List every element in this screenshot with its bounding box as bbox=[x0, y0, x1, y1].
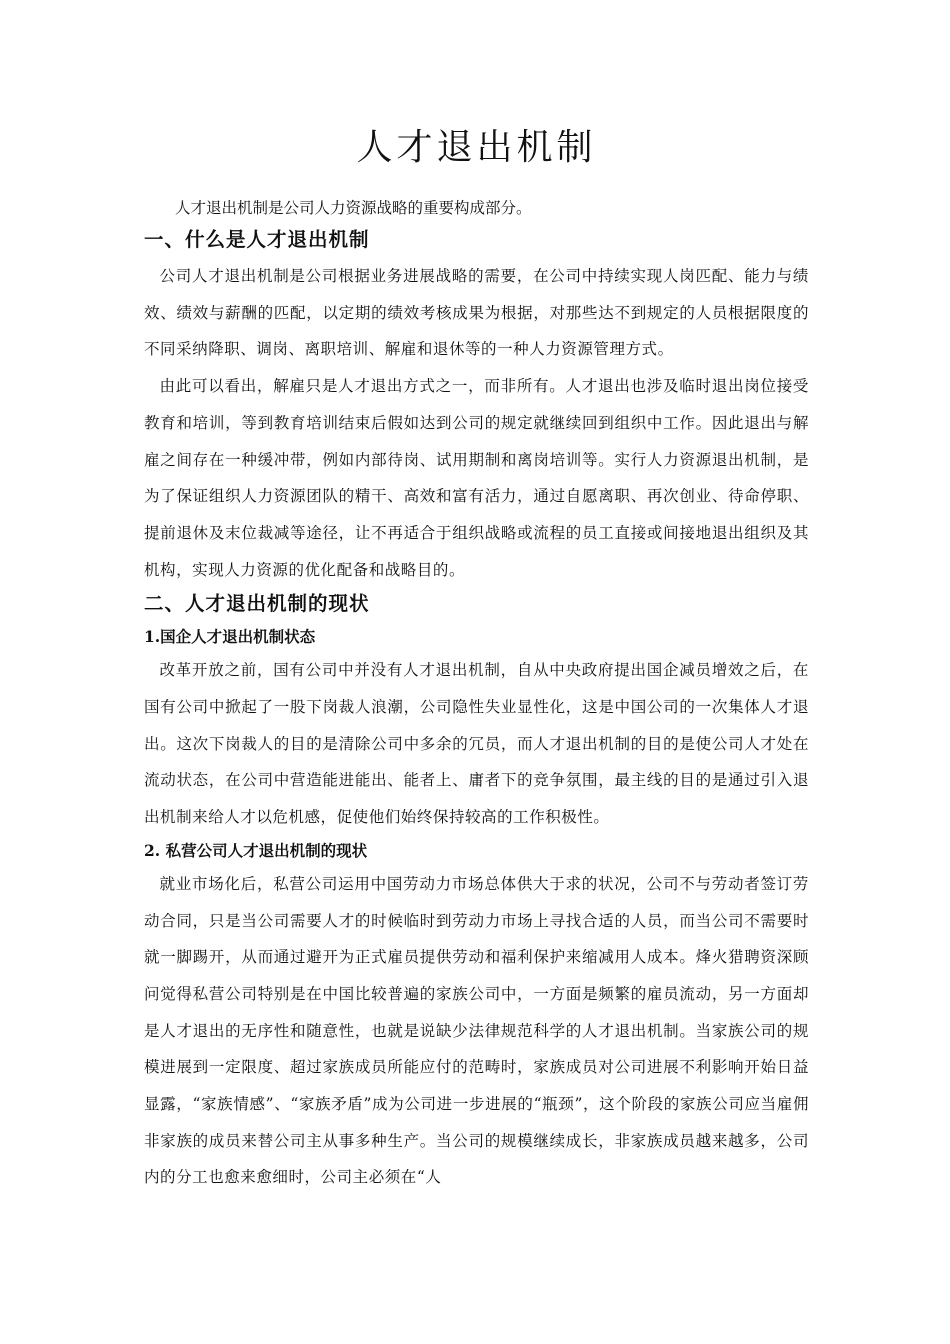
subsection-2-1-paragraph: 改革开放之前，国有公司中并没有人才退出机制，自从中央政府提出国企减员增效之后，在国有公司中掀起了一股下岗裁人浪潮，公司隐性失业显性化，这是中国公司的一次集体人才退出。这次下岗裁人的目的是清除公司中多余的冗员，而人才退出机制的目的是使公司人才处在流动状态，在公司中营造能进能出、能者上、庸者下的竞争氛围，最主线的目的是通过引入退出机制来给人才以危机感，促使他们始终保持较高的工作积极性。 bbox=[144, 661, 809, 827]
intro-paragraph: 人才退出机制是公司人力资源战略的重要构成部分。 bbox=[175, 199, 532, 217]
section-2-heading: 二、人才退出机制的现状 bbox=[144, 592, 370, 616]
document-body bbox=[144, 196, 809, 1196]
subsection-2-2-heading: 2. 私营公司人才退出机制的现状 bbox=[144, 840, 368, 860]
section-1-paragraph-1: 公司人才退出机制是公司根据业务进展战略的需要，在公司中持续实现人岗匹配、能力与绩效、绩效与薪酬的匹配，以定期的绩效考核成果为根据，对那些达不到规定的人员根据限度的不同采纳降职、调岗、离职培训、解雇和退休等的一种人力资源管理方式。 bbox=[144, 267, 809, 359]
subsection-2-2-paragraph: 就业市场化后，私营公司运用中国劳动力市场总体供大于求的状况，公司不与劳动者签订劳动合同，只是当公司需要人才的时候临时到劳动力市场上寻找合适的人员，而当公司不需要时就一脚踢开，从而通过避开为正式雇员提供劳动和福利保护来缩减用人成本。烽火猎聘资深顾问觉得私营公司特别是在中国比较普遍的家族公司中，一方面是频繁的雇员流动，另一方面却是人才退出的无序性和随意性，也就是说缺少法律规范科学的人才退出机制。当家族公司的规模进展到一定限度、超过家族成员所能应付的范畴时，家族成员对公司进展不利影响开始日益显露，“家族情感”、“家族矛盾”成为公司进一步进展的“瓶颈”，这个阶段的家族公司应当雇佣非家族的成员来替公司主从事多种生产。当公司的规模继续成长，非家族成员越来越多，公司内的分工也愈来愈细时，公司主必须在“人 bbox=[144, 874, 809, 1187]
subsection-2-1-heading: 1.国企人才退出机制状态 bbox=[144, 627, 316, 647]
document-title: 人才退出机制 bbox=[356, 127, 597, 168]
section-1-heading: 一、什么是人才退出机制 bbox=[144, 228, 370, 251]
section-1-paragraph-2: 由此可以看出，解雇只是人才退出方式之一，而非所有。人才退出也涉及临时退出岗位接受教育和培训，等到教育培训结束后假如达到公司的规定就继续回到组织中工作。因此退出与解雇之间存在一种缓冲带，例如内部待岗、试用期制和离岗培训等。实行人力资源退出机制，是为了保证组织人力资源团队的精干、高效和富有活力，通过自愿离职、再次创业、待命停职、提前退休及末位裁减等途径，让不再适合于组织战略或流程的员工直接或间接地退出组织及其机构，实现人力资源的优化配备和战略目的。 bbox=[144, 377, 809, 579]
